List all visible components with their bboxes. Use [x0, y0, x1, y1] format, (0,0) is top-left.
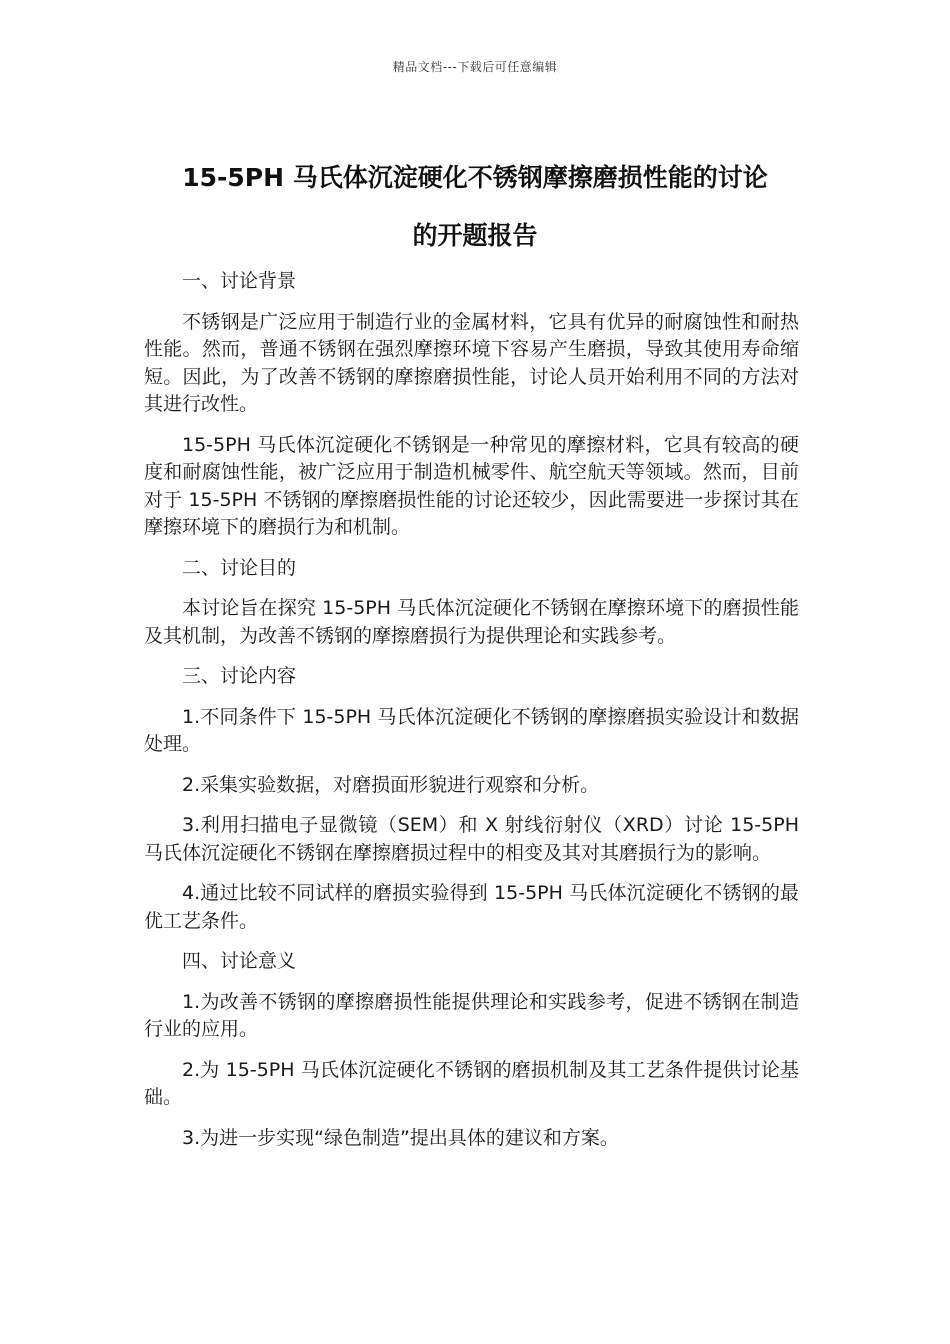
paragraph: 不锈钢是广泛应用于制造行业的金属材料，它具有优异的耐腐蚀性和耐热性能。然而，普通不锈钢在强烈摩擦环境下容易产生磨损，导致其使用寿命缩短。因此，为了改善不锈钢的摩擦磨损性能，讨论人员开始利用不同的方法对其进行改性。	[144, 310, 799, 415]
list-item: 1.为改善不锈钢的摩擦磨损性能提供理论和实践参考，促进不锈钢在制造行业的应用。	[144, 990, 799, 1040]
paragraph: 本讨论旨在探究 15-5PH 马氏体沉淀硬化不锈钢在摩擦环境下的磨损性能及其机制，为改善不锈钢的摩擦磨损行为提供理论和实践参考。	[144, 597, 799, 647]
list-item: 2.为 15-5PH 马氏体沉淀硬化不锈钢的磨损机制及其工艺条件提供讨论基础。	[144, 1058, 799, 1108]
title-line-2: 的开题报告	[412, 220, 538, 250]
title-line-1: 15-5PH 马氏体沉淀硬化不锈钢摩擦磨损性能的讨论	[182, 162, 768, 192]
paragraph: 15-5PH 马氏体沉淀硬化不锈钢是一种常见的摩擦材料，它具有较高的硬度和耐腐蚀性能，被广泛应用于制造机械零件、航空航天等领域。然而，目前对于 15-5PH 不锈钢的摩擦磨损性能的讨论还较少，因此需要进一步探讨其在摩擦环境下的磨损行为和机制。	[144, 433, 799, 538]
section-heading-content: 三、讨论内容	[182, 665, 297, 687]
list-item: 4.通过比较不同试样的磨损实验得到 15-5PH 马氏体沉淀硬化不锈钢的最优工艺条件。	[144, 882, 799, 932]
header-note: 精品文档---下载后可任意编辑	[392, 60, 558, 74]
list-item: 3.为进一步实现“绿色制造”提出具体的建议和方案。	[182, 1126, 619, 1149]
list-item: 3.利用扫描电子显微镜（SEM）和 X 射线衍射仪（XRD）讨论 15-5PH 马氏体沉淀硬化不锈钢在摩擦磨损过程中的相变及其对其磨损行为的影响。	[144, 814, 799, 864]
section-heading-significance: 四、讨论意义	[182, 950, 297, 972]
section-heading-background: 一、讨论背景	[182, 270, 297, 292]
document-body	[144, 268, 799, 1165]
list-item: 1.不同条件下 15-5PH 马氏体沉淀硬化不锈钢的摩擦磨损实验设计和数据处理。	[144, 705, 799, 755]
list-item: 2.采集实验数据，对磨损面形貌进行观察和分析。	[182, 773, 600, 796]
document-title	[120, 149, 830, 265]
section-heading-purpose: 二、讨论目的	[182, 556, 297, 579]
